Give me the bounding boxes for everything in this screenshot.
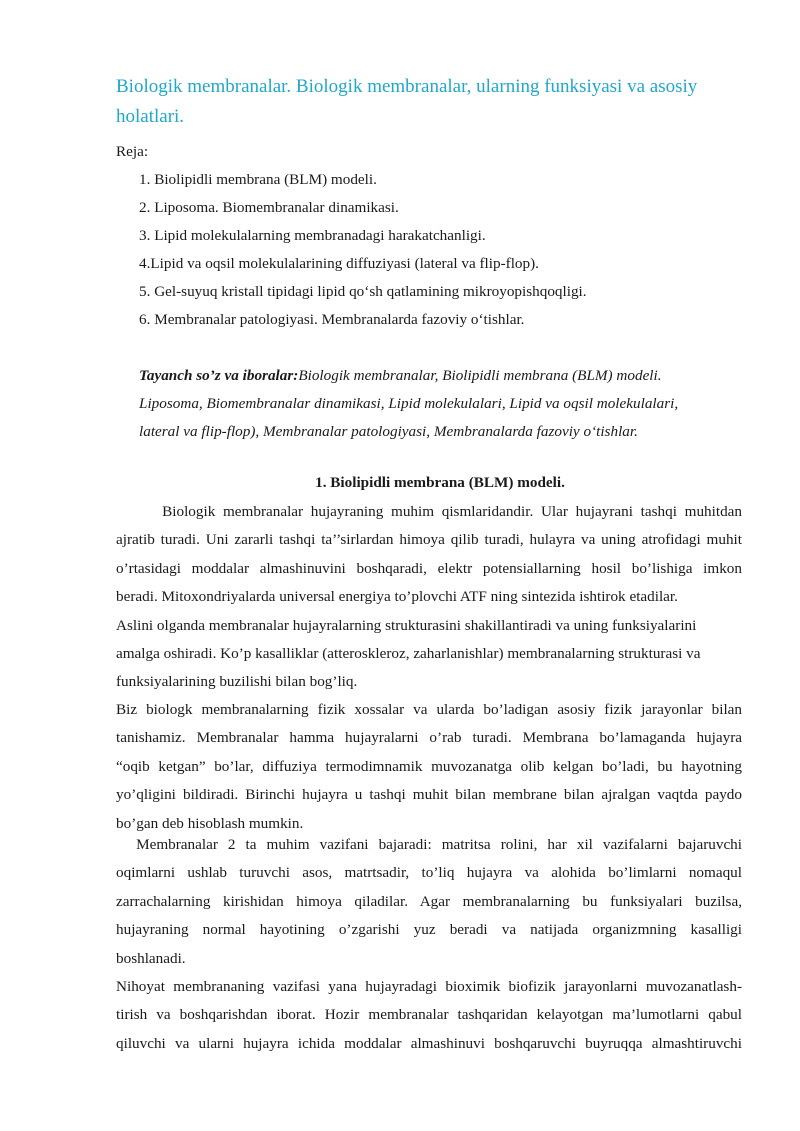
text-line: zarrachalarning kirishidan himoya qiladilar. Agar membranalarning bu funksiyalari buzilsa, — [116, 892, 742, 910]
text-line: tirish va boshqarishdan iborat. Hozir membranalar tashqaridan kelayotgan ma’lumotlarni qabul — [116, 1006, 742, 1024]
plan-label: Reja: — [116, 143, 149, 160]
plan-item: 3. Lipid molekulalarning membranadagi harakatchanligi. — [139, 227, 486, 244]
plan-item: 6. Membranalar patologiyasi. Membranalarda fazoviy o‘tishlar. — [139, 311, 525, 328]
paragraph-2 — [116, 696, 742, 838]
text-line: Aslini olganda membranalar hujayralarning strukturasini shakillantiradi va uning funksiyalarini — [116, 616, 697, 634]
section-heading: 1. Biolipidli membrana (BLM) modeli. — [315, 474, 565, 491]
text-line: “oqib ketgan” bo’lar, diffuziya termodimnamik muvozanatga olib kelgan bo’ladi, bu hayotning — [116, 757, 742, 775]
paragraph-4 — [116, 973, 742, 1058]
text-line: Biologik membranalar hujayraning muhim qismlaridandir. Ular hujayrani tashqi muhitdan — [116, 503, 742, 520]
plan-item: 2. Liposoma. Biomembranalar dinamikasi. — [139, 199, 399, 216]
text-line: beradi. Mitoxondriyalarda universal energiya to’plovchi ATF ning sintezida ishtirok etadilar. — [116, 588, 678, 606]
text-line: amalga oshiradi. Ko’p kasalliklar (atteroskleroz, zaharlanishlar) membranalarning strukturasi va — [116, 645, 701, 663]
plan-item: 5. Gel-suyuq kristall tipidagi lipid qo‘sh qatlamining mikroyopishqoqligi. — [139, 283, 587, 300]
text-line: o’rtasidagi moddalar almashinuvini boshqaradi, elektr potensiallarning hosil bo’lishiga imkon — [116, 559, 742, 577]
text-line: qiluvchi va ularni hujayra ichida moddalar almashinuvi boshqaruvchi buyruqqa almashtiruvchi — [116, 1034, 742, 1052]
keywords-line: Liposoma, Biomembranalar dinamikasi, Lipid molekulalari, Lipid va oqsil molekulalari, — [139, 395, 679, 412]
plan-item: 1. Biolipidli membrana (BLM) modeli. — [139, 171, 377, 188]
paragraph-3 — [116, 831, 742, 973]
paragraph-1 — [116, 498, 742, 697]
text-line: boshlanadi. — [116, 949, 186, 967]
keywords-line — [139, 366, 662, 386]
text-line: Biz biologk membranalarning fizik xossalar va ularda bo’ladigan asosiy fizik jarayonlar bilan — [116, 701, 742, 718]
text-line: funksiyalarining buzilishi bilan bog’liq. — [116, 673, 358, 691]
text-line: Nihoyat membrananing vazifasi yana hujayradagi bioximik biofizik jarayonlarni muvozanatlash- — [116, 978, 742, 995]
document-title: Biologik membranalar. Biologik membranalar, ularning funksiyasi va asosiy holatlari. — [116, 76, 698, 127]
text-line: tanishamiz. Membranalar hamma hujayralarni o’rab turadi. Membrana bo’lamaganda hujayra — [116, 729, 742, 747]
text-line: bo’gan deb hisoblash mumkin. — [116, 814, 304, 832]
text-line: oqimlarni ushlab turuvchi asos, matrtsadir, to’liq hujayra va alohida bo’limlarni nomaqul — [116, 864, 742, 882]
text-line: Membranalar 2 ta muhim vazifani bajaradi: matritsa rolini, har xil vazifalarni bajaruvchi — [116, 836, 742, 853]
text-line: yo’qligini bildiradi. Birinchi hujayra u tashqi muhit bilan membrane bilan ajralgan vaqtda paydo — [116, 786, 742, 804]
plan-item: 4.Lipid va oqsil molekulalarining diffuziyasi (lateral va flip-flop). — [139, 255, 539, 272]
keywords-line: lateral va flip-flop), Membranalar patologiyasi, Membranalarda fazoviy o‘tishlar. — [139, 423, 638, 440]
text-line: ajratib turadi. Uni zararli tashqi ta’’sirlardan himoya qilib turadi, hulayra va uning atrofidagi muhit — [116, 531, 742, 549]
keywords-text: Biologik membranalar, Biolipidli membrana (BLM) modeli. — [298, 367, 662, 384]
keywords-label: Tayanch so’z va iboralar: — [139, 367, 299, 384]
text-line: hujayraning normal hayotining o’zgarishi yuz beradi va natijada organizmning kasalligi — [116, 921, 742, 939]
